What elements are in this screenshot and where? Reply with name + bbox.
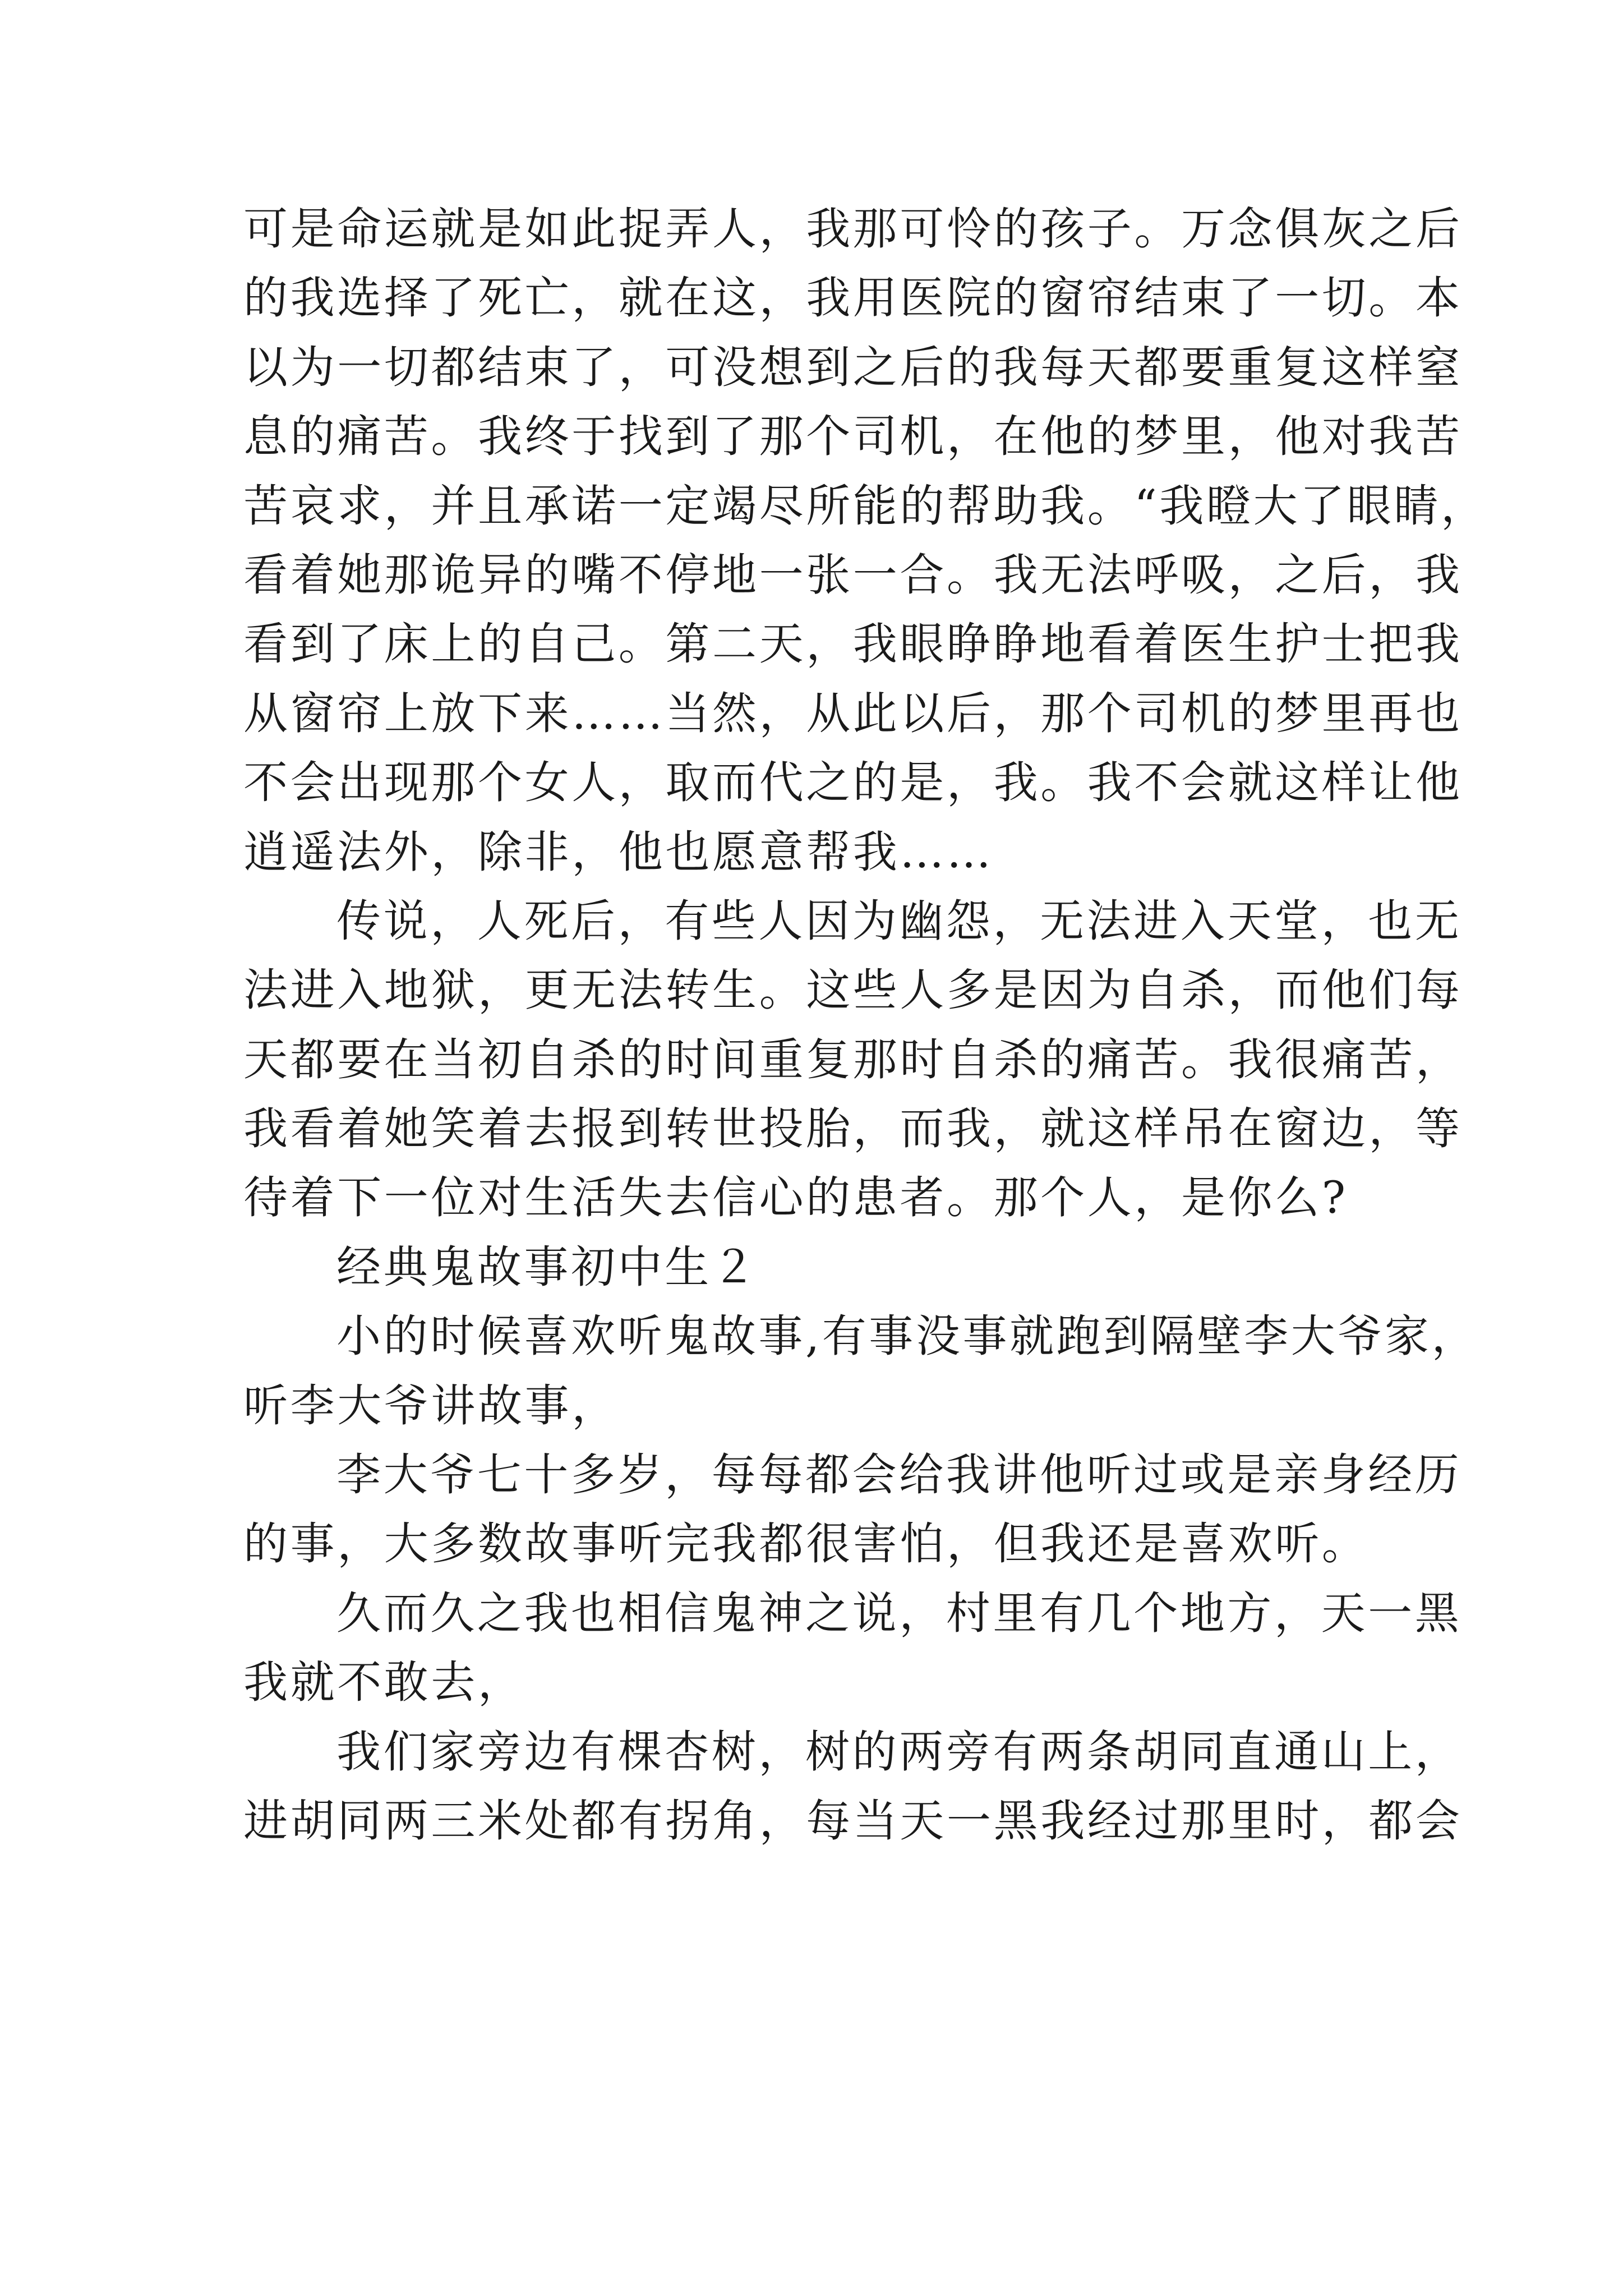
text-line: 苦哀求，并且承诺一定竭尽所能的帮助我。“我瞪大了眼睛， — [243, 480, 1488, 532]
text-line: 久而久之我也相信鬼神之说，村里有几个地方，天一黑 — [336, 1587, 1462, 1639]
text-line: 我看着她笑着去报到转世投胎，而我，就这样吊在窗边，等 — [243, 1103, 1463, 1155]
section-heading: 经典鬼故事初中生２ — [336, 1241, 759, 1293]
text-line: 传说，人死后，有些人因为幽怨，无法进入天堂，也无 — [336, 895, 1462, 947]
text-line: 逍遥法外，除非，他也愿意帮我…… — [243, 826, 994, 878]
text-line: 小的时候喜欢听鬼故事,有事没事就跑到隔壁李大爷家， — [336, 1310, 1479, 1363]
text-line: 息的痛苦。我终于找到了那个司机，在他的梦里，他对我苦 — [243, 411, 1463, 463]
text-line: 待着下一位对生活失去信心的患者。那个人，是你么? — [243, 1172, 1348, 1224]
text-line: 法进入地狱，更无法转生。这些人多是因为自杀，而他们每 — [243, 964, 1463, 1016]
text-line: 的事，大多数故事听完我都很害怕，但我还是喜欢听。 — [243, 1518, 1369, 1570]
text-line: 可是命运就是如此捉弄人，我那可怜的孩子。万念俱灰之后 — [243, 203, 1463, 255]
text-line: 李大爷七十多岁，每每都会给我讲他听过或是亲身经历 — [336, 1449, 1462, 1501]
text-line: 我们家旁边有棵杏树，树的两旁有两条胡同直通山上， — [336, 1726, 1462, 1778]
text-line: 看着她那诡异的嘴不停地一张一合。我无法呼吸，之后，我 — [243, 549, 1463, 601]
text-line: 从窗帘上放下来……当然，从此以后，那个司机的梦里再也 — [243, 687, 1463, 739]
text-line: 以为一切都结束了，可没想到之后的我每天都要重复这样窒 — [243, 341, 1463, 393]
text-line: 天都要在当初自杀的时间重复那时自杀的痛苦。我很痛苦， — [243, 1033, 1463, 1085]
text-line: 进胡同两三米处都有拐角，每当天一黑我经过那里时，都会 — [243, 1795, 1463, 1847]
text-line: 不会出现那个女人，取而代之的是，我。我不会就这样让他 — [243, 757, 1463, 809]
text-line: 看到了床上的自己。第二天，我眼睁睁地看着医生护士把我 — [243, 618, 1463, 670]
text-line: 我就不敢去， — [243, 1657, 525, 1709]
document-body — [243, 195, 1488, 1856]
text-line: 的我选择了死亡，就在这，我用医院的窗帘结束了一切。本 — [243, 272, 1463, 324]
text-line: 听李大爷讲故事， — [243, 1379, 619, 1432]
